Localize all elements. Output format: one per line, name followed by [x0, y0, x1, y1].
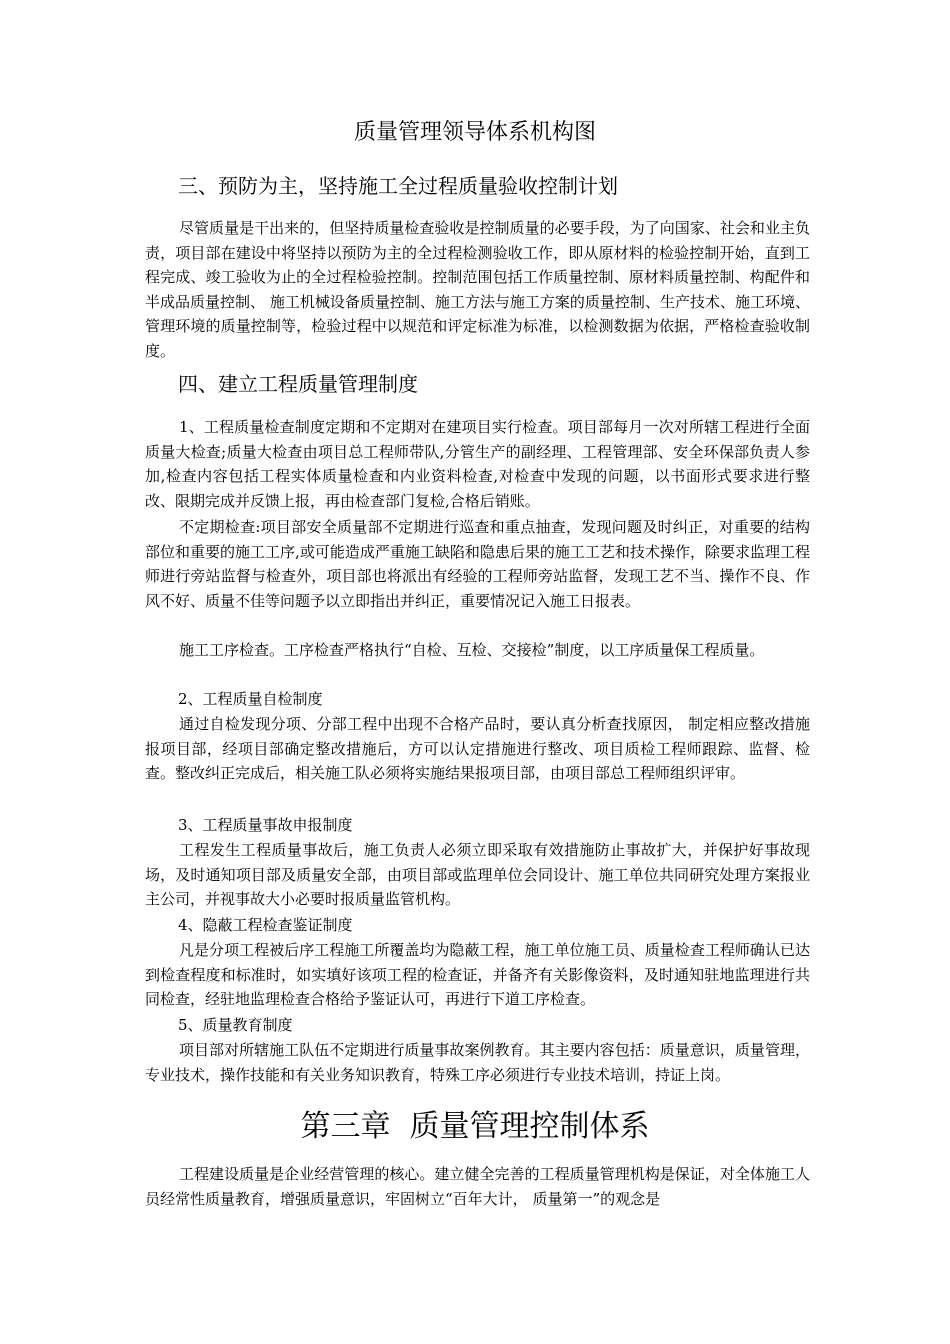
inspection-system-paragraph: 1、工程质量检查制度定期和不定期对在建项目实行检查。项目部每月一次对所辖工程进行全面质量大检查;质量大检查由项目总工程师带队,分管生产的副经理、工程管理部、安全环保部负责人参加,检查内容包括工程实体质量检查和内业资料检查,对检查中发现的问题，以书面形式要求进行整改、限期完成并反馈上报，再由检查部门复检,合格后销账。	[145, 418, 810, 510]
process-inspection-paragraph: 施工工序检查。工序检查严格执行“自检、互检、交接检”制度，以工序质量保工程质量。	[179, 641, 765, 659]
chapter-heading: 第三章 质量管理控制体系	[300, 1109, 650, 1144]
section-heading-quality-system: 四、建立工程质量管理制度	[178, 372, 418, 396]
chapter-intro-paragraph: 工程建设质量是企业经营管理的核心。建立健全完善的工程质量管理机构是保证，对全体施工人员经常性质量教育，增强质量意识，牢固树立“百年大计， 质量第一”的观念是	[145, 1165, 810, 1208]
concealed-work-paragraph: 凡是分项工程被后序工程施工所覆盖均为隐蔽工程，施工单位施工员、质量检查工程师确认已达到检查程度和标准时，如实填好该项工程的检查证，并备齐有关影像资料，及时通知驻地监理进行共同检查，经驻地监理检查合格给予鉴证认可，再进行下道工序检查。	[145, 941, 810, 1008]
irregular-inspection-paragraph: 不定期检查:项目部安全质量部不定期进行巡查和重点抽查，发现问题及时纠正，对重要的结构部位和重要的施工工序,或可能造成严重施工缺陷和隐患后果的施工工艺和技术操作，除要求监理工程师进行旁站监督与检查外，项目部也将派出有经验的工程师旁站监督，发现工艺不当、操作不良、作风不好、质量不佳等问题予以立即指出并纠正，重要情况记入施工日报表。	[145, 518, 810, 610]
accident-report-paragraph: 工程发生工程质量事故后，施工负责人必须立即采取有效措施防止事故扩大，并保护好事故现场，及时通知项目部及质量安全部，由项目部或监理单位会同设计、施工单位共同研究处理方案报业主公司，并视事故大小必要时报质量监管机构。	[145, 841, 810, 908]
accident-report-title: 3、工程质量事故申报制度	[178, 816, 353, 834]
self-inspection-title: 2、工程质量自检制度	[178, 690, 323, 708]
section-heading-prevention: 三、预防为主，坚持施工全过程质量验收控制计划	[178, 174, 618, 198]
self-inspection-paragraph: 通过自检发现分项、分部工程中出现不合格产品时，要认真分析查找原因， 制定相应整改措施报项目部，经项目部确定整改措施后，方可以认定措施进行整改、项目质检工程师跟踪、监督、检查。整改纠正完成后，相关施工队必须将实施结果报项目部，由项目部总工程师组织评审。	[145, 715, 810, 782]
quality-education-title: 5、质量教育制度	[178, 1016, 293, 1034]
quality-education-paragraph: 项目部对所辖施工队伍不定期进行质量事故案例教育。其主要内容包括：质量意识，质量管理，专业技术，操作技能和有关业务知识教育，特殊工序必须进行专业技术培训，持证上岗。	[145, 1041, 810, 1084]
concealed-work-title: 4、隐蔽工程检查鉴证制度	[178, 916, 353, 934]
figure-caption: 质量管理领导体系机构图	[353, 120, 596, 145]
prevention-paragraph: 尽管质量是干出来的，但坚持质量检查验收是控制质量的必要手段，为了向国家、社会和业主负责，项目部在建设中将坚持以预防为主的全过程检测验收工作，即从原材料的检验控制开始，直到工程完成、竣工验收为止的全过程检验控制。控制范围包括工作质量控制、原材料质量控制、构配件和半成品质量控制、 施工机械设备质量控制、施工方法与施工方案的质量控制、生产技术、施工环境、 管理环境的质量控制等，检验过程中以规范和评定标准为标准，以检测数据为依据，严格检查验收制度。	[145, 219, 810, 360]
